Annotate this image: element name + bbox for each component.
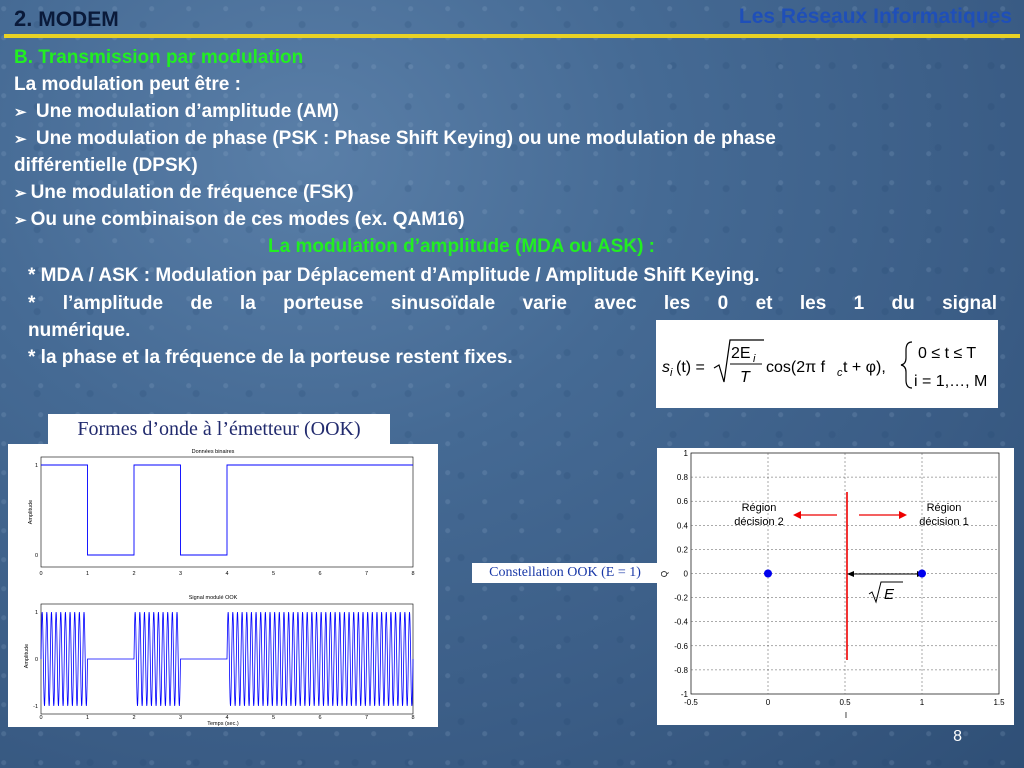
ask-point-definition: * MDA / ASK : Modulation par Déplacement d’Amplitude / Amplitude Shift Keying.: [28, 265, 760, 286]
arrow-right-icon: [899, 511, 907, 519]
constellation-figure: [657, 448, 1014, 725]
binary-y-tick-label: 1: [34, 463, 38, 469]
formula-numerator: 2E: [731, 345, 751, 362]
slide-title-text: MODEM: [38, 8, 119, 31]
constellation-y-tick-label: 0.6: [676, 497, 688, 507]
constellation-y-tick-label: -0.6: [674, 641, 688, 651]
bullet-text: Une modulation de phase (PSK : Phase Shift Keying) ou une modulation de phase: [35, 128, 776, 149]
modulated-y-tick-label: -1: [33, 704, 38, 710]
ask-point-amplitude-continued: numérique.: [28, 320, 131, 341]
binary-x-tick-label: 0: [39, 571, 43, 577]
constellation-x-tick-label: 0: [765, 698, 771, 707]
binary-plot-title: Données binaires: [191, 449, 235, 455]
modulated-x-tick-label: 0: [39, 715, 43, 721]
modulated-x-tick-label: 3: [178, 715, 183, 721]
constellation-point[interactable]: [918, 570, 926, 578]
constellation-y-tick-label: -0.8: [674, 665, 688, 675]
modulated-x-tick-label: 2: [132, 715, 136, 721]
bullet-text: Ou une combinaison de ces modes (ex. QAM16): [30, 209, 465, 230]
constellation-ylabel: Q: [660, 570, 669, 578]
modulated-x-tick-label: 6: [318, 715, 322, 721]
binary-x-tick-label: 1: [85, 571, 90, 577]
region1-label-line1: Région: [926, 502, 962, 514]
binary-x-tick-label: 7: [364, 571, 369, 577]
intro-text: La modulation peut être :: [14, 74, 241, 95]
constellation-point[interactable]: [764, 570, 772, 578]
modulated-x-tick-label: 5: [271, 715, 276, 721]
arrow-left-icon: [793, 511, 801, 519]
region1-label-line2: décision 1: [919, 516, 969, 528]
slide-title: [14, 6, 119, 32]
formula-condition-1: 0 ≤ t ≤ T: [918, 345, 977, 362]
modulated-x-tick-label: 1: [85, 715, 90, 721]
page-number: 8: [953, 728, 962, 745]
formula-s-sub: i: [670, 367, 673, 379]
constellation-y-tick-label: 0.4: [676, 521, 688, 531]
binary-y-tick-label: 0: [34, 553, 38, 559]
modulated-x-tick-label: 8: [411, 715, 415, 721]
waveform-figure: [8, 444, 438, 727]
slide-number-label: 2.: [14, 6, 33, 31]
formula-cos-tail: t + φ),: [843, 359, 886, 376]
region2-label-line1: Région: [741, 502, 777, 514]
region2-label-line2: décision 2: [734, 516, 784, 528]
arrow-bullet-icon: ➢: [14, 212, 27, 229]
title-underline: [4, 34, 1020, 38]
formula-lhs: (t) =: [676, 359, 705, 376]
constellation-x-tick-label: -0.5: [684, 698, 698, 707]
ask-formula: [656, 320, 998, 408]
bullet-text: Une modulation d’amplitude (AM): [35, 101, 339, 122]
bullet-psk: [14, 125, 776, 153]
sqrt-e-label: E: [884, 586, 895, 603]
modulated-x-tick-label: 7: [364, 715, 369, 721]
brace-icon: [901, 342, 912, 388]
distance-arrow-left-icon: [847, 571, 854, 577]
constellation-y-tick-label: -1: [680, 690, 688, 699]
binary-x-tick-label: 3: [178, 571, 183, 577]
binary-x-tick-label: 2: [132, 571, 136, 577]
arrow-bullet-icon: ➢: [14, 104, 27, 121]
constellation-y-tick-label: 1: [683, 449, 688, 458]
formula-cos-sub: c: [837, 367, 843, 379]
formula-numerator-sub: i: [753, 353, 756, 365]
modulated-x-tick-label: 4: [225, 715, 229, 721]
bullet-text: Une modulation de fréquence (FSK): [30, 182, 354, 203]
constellation-xlabel: I: [844, 711, 848, 720]
constellation-y-tick-label: -0.4: [674, 617, 688, 627]
modulated-plot-xlabel: Temps (sec.): [207, 721, 239, 727]
course-title: Les Réseaux Informatiques: [738, 5, 1012, 28]
modulated-signal-line: [41, 612, 413, 706]
bullet-qam: [14, 206, 465, 234]
constellation-x-tick-label: 1.5: [993, 698, 1005, 707]
ask-point-fixed: * la phase et la fréquence de la porteuse restent fixes.: [28, 347, 513, 368]
formula-cos: cos(2π f: [766, 359, 826, 376]
formula-condition-2: i = 1,…, M: [914, 373, 988, 390]
arrow-bullet-icon: ➢: [14, 131, 27, 148]
binary-x-tick-label: 4: [225, 571, 229, 577]
constellation-x-tick-label: 1: [919, 698, 925, 707]
modulated-plot-ylabel: Amplitude: [24, 643, 30, 669]
constellation-y-tick-label: 0.2: [676, 545, 688, 555]
ook-figure-title: Formes d’onde à l’émetteur (OOK): [48, 414, 390, 444]
constellation-y-tick-label: -0.2: [674, 593, 688, 603]
arrow-bullet-icon: ➢: [14, 185, 27, 202]
bullet-am: [14, 98, 339, 126]
bullet-fsk: [14, 179, 354, 207]
modulated-plot-title: Signal modulé OOK: [188, 595, 238, 601]
binary-x-tick-label: 5: [271, 571, 276, 577]
constellation-label: Constellation OOK (E = 1): [472, 563, 658, 583]
constellation-y-tick-label: 0: [683, 569, 688, 579]
binary-x-tick-label: 8: [411, 571, 415, 577]
bullet-psk-continued: différentielle (DPSK): [14, 155, 198, 176]
binary-plot-ylabel: Amplitude: [28, 499, 34, 525]
constellation-y-tick-label: 0.8: [676, 473, 688, 483]
formula-s: s: [662, 359, 670, 376]
section-heading: B. Transmission par modulation: [14, 47, 304, 68]
ask-heading: La modulation d’amplitude (MDA ou ASK) :: [268, 236, 656, 257]
binary-data-line: [41, 465, 413, 555]
modulated-y-tick-label: 0: [34, 657, 38, 663]
binary-x-tick-label: 6: [318, 571, 322, 577]
formula-denominator: T: [740, 369, 750, 386]
constellation-x-tick-label: 0.5: [839, 698, 851, 707]
ask-point-amplitude: * l’amplitude de la porteuse sinusoïdale varie avec les 0 et les 1 du signal: [28, 293, 997, 314]
modulated-y-tick-label: 1: [34, 610, 38, 616]
